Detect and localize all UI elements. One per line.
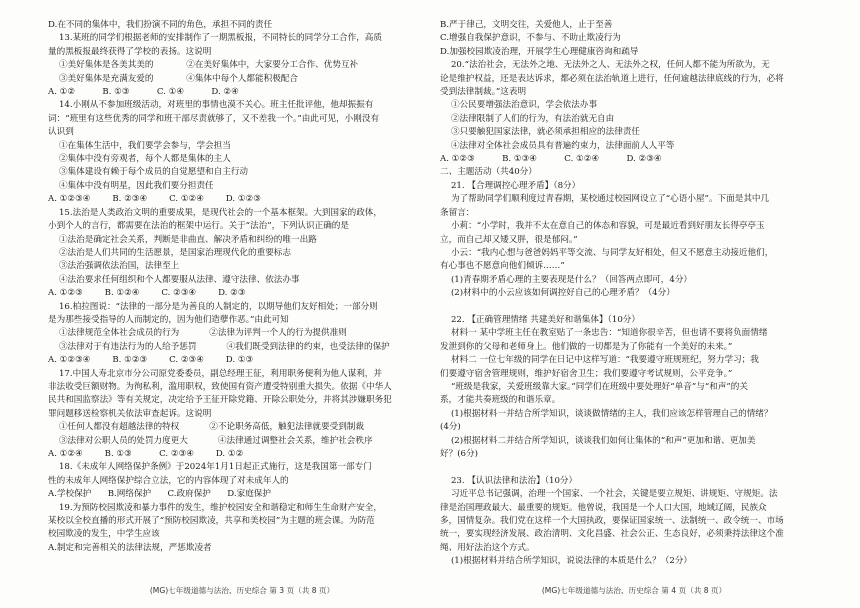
- text-line: 为了帮助同学们顺利度过青春期，某校通过校园网设立了“心语小屋”。下面是其中几: [440, 194, 770, 205]
- text-line: [440, 461, 828, 474]
- text-line: 系，才能共奏班级的和谐乐章。: [440, 395, 561, 406]
- text-line: ①公民要增强法治意识，学会依法办事: [440, 100, 598, 111]
- text-line: 罪问题移送检察机关依法审查起诉。这说明: [48, 408, 212, 419]
- text-line: 民共和国监察法》等有关规定，决定给予王征开除党籍、开除公职处分，并将其涉嫌职务犯: [48, 395, 392, 406]
- text-line: 们要遵守宿舍管理规则，维护好宿舍卫生；我们要遵守考试规则，公平竞争。”: [440, 368, 733, 379]
- column-divider: [430, 12, 431, 592]
- text-line: 是为那些接受指导的人而制定的，因为他们造孽作恶。”由此可知: [48, 314, 289, 325]
- text-line: 受到法律制裁。”这表明: [440, 87, 527, 98]
- text-line: ①法治是确定社会关系，判断是非曲直、解决矛盾和纠纷的唯一出路: [48, 234, 317, 245]
- text-line: ②法律限制了人们的行为，有法治就无自由: [440, 113, 615, 124]
- text-line: 好？(6分): [440, 449, 478, 459]
- text-line: ②集体中没有旁观者，每个人都是集体的主人: [48, 154, 231, 165]
- text-line: (2)材料中的小云应该如何调控好自己的心理矛盾？（4分）: [440, 288, 675, 299]
- text-line: A. ①② B. ①③ C. ①④ D. ②④: [48, 87, 239, 98]
- text-line: 小到个人的言行，都需要在法治的框架中运行。关于“法治”，下列认识正确的是: [48, 221, 349, 232]
- text-line: ④法治要求任何组织和个人都要服从法律、遵守法律、依法办事: [48, 274, 300, 285]
- text-line: 小云：“我内心想与爸爸妈妈平等交流、与同学友好相处，但又不愿意主动接近他们，: [440, 247, 774, 258]
- text-line: ③只要触犯国家法律，就必须承担相应的法律责任: [440, 127, 641, 138]
- text-line: [440, 301, 828, 314]
- text-line: (1)青春期矛盾心理的主要表现是什么？（回答两点即可，4分）: [440, 274, 693, 285]
- text-line: 材料二 一位七年级的同学在日记中这样写道：“我要遵守班规班纪，努力学习；我: [440, 355, 759, 366]
- text-line: “班级是我家，关爱班级靠大家。”同学们在班级中要处理好“单音”与“和声”的关: [440, 381, 748, 392]
- text-line: 立，而自己却又矮又胖，很是郁闷。”: [440, 234, 578, 245]
- text-line: 23. 【认识法律和法治】（10分）: [440, 475, 578, 486]
- text-line: 19.为预防校园欺凌和暴力事件的发生，维护校园安全和谐稳定和师生生命财产安全，: [48, 502, 382, 513]
- text-line: B.严于律己，文明交往，关爱他人，止于至善: [440, 20, 613, 30]
- text-line: (1)根据材料一并结合所学知识，谈谈做情绪的主人，我们应该怎样管理自己的情绪？: [440, 408, 773, 419]
- text-line: 绳、用好法治这个方式。: [440, 542, 535, 553]
- text-line: 16.柏拉图说：“法律的一部分是为善良的人制定的，以期导他们友好相处；一部分则: [48, 301, 378, 312]
- text-line: D.在不同的集体中，我们扮演不同的角色，承担不同的责任: [48, 20, 273, 30]
- text-line: ②法治是人们共同的生活愿景，是国家治理现代化的重要标志: [48, 247, 291, 258]
- text-line: 材料一 某中学班主任在教室贴了一条忠告：“知道你很辛苦，但也请不要将负面情绪: [440, 328, 768, 339]
- text-line: 13.某班的同学们根据老师的安排制作了一期黑板报，不同特长的同学分工合作，高质: [48, 33, 382, 44]
- text-line: A. ①②③④ B. ②③④ C. ①②④ D. ①②③: [48, 194, 261, 205]
- text-line: 22. 【正确管理情绪 共建美好和谐集体】（10分）: [440, 314, 640, 325]
- text-line: 习近平总书记强调，治理一个国家、一个社会，关键是要立规矩、讲规矩、守规矩。法: [440, 489, 778, 500]
- text-line: A.学校保护 B.网络保护 C.政府保护 D.家庭保护: [48, 489, 271, 500]
- page-footer-right: (MG)七年级道德与法治、历史综合 第 4 页（共 8 页）: [541, 586, 727, 595]
- text-line: 量的黑板报最终获得了学校的表扬。这说明: [48, 46, 212, 57]
- text-line: (2)根据材料二并结合所学知识，谈谈我们如何让集体的“和声”更加和谐、更加美: [440, 435, 756, 446]
- text-line: 17.中国人寿北京市分公司原党委委员，副总经理王征，利用职务便利为他人谋利，并: [48, 368, 382, 379]
- text-line: 性的未成年人网络保护综合立法，它的内容体现了对未成年人的: [48, 475, 289, 486]
- text-line: ③法律对于有违法行为的人给予惩罚 ④我们既受到法律的约束，也受法律的保护: [48, 341, 390, 352]
- text-line: 21. 【合理调控心理矛盾】（8分）: [440, 180, 581, 191]
- text-line: C.增强自我保护意识，不参与、不助止欺凌行为: [440, 33, 621, 44]
- text-line: A. ①②④ B. ①③ C. ②③④ D. ①②: [48, 449, 244, 459]
- text-line: ①美好集体是各美其美的 ②在美好集体中，大家要分工合作、优势互补: [48, 60, 359, 71]
- text-line: D.加强校园欺凌治理，开展学生心理健康咨询和疏导: [440, 46, 639, 57]
- text-line: 某校以全校直播的形式开展了“预防校园欺凌，共享和美校园”为主题的班会课。为防范: [48, 516, 375, 527]
- text-line: ③法律对公职人员的处罚力度更大 ④法律通过调整社会关系，维护社会秩序: [48, 435, 373, 446]
- text-line: A.制定和完善相关的法律法规，严惩欺凌者: [48, 542, 212, 553]
- text-line: 论是维护权益，还是表达诉求，都必须在法治轨道上进行，任何逾越法律底线的行为，必将: [440, 73, 784, 84]
- left-column: [48, 19, 436, 555]
- text-line: 认识到: [48, 127, 74, 138]
- page-footer-left: (MG)七年级道德与法治、历史综合 第 3 页（共 8 页）: [149, 586, 335, 595]
- text-line: 14.小刚从不参加班级活动，对班里的事情也漠不关心。班主任批评他，他却振振有: [48, 100, 374, 111]
- right-column: [440, 19, 828, 569]
- text-line: 非法收受巨额财物。为徇私利，滥用职权，致使国有资产遭受特别重大损失。依据《中华人: [48, 381, 392, 392]
- text-line: 多，国情复杂。我们党在这样一个大国执政，要保证国家统一、法制统一、政令统一、市场: [440, 516, 784, 527]
- text-line: 统一，要实现经济发展、政治清明、文化昌盛、社会公正、生态良好，必须秉持法律这个准: [440, 529, 784, 540]
- text-line: ④集体中没有明星，因此我们要分担责任: [48, 180, 214, 191]
- text-line: ①在集体生活中，我们要学会参与，学会担当: [48, 140, 231, 151]
- text-line: 二、主题活动（共40分）: [440, 167, 537, 178]
- text-line: A. ①②③④ B. ①②③ C. ②③④ D. ①③: [48, 355, 254, 366]
- text-line: ①法律规范全体社会成员的行为 ②法律为评判一个人的行为提供准则: [48, 328, 347, 339]
- text-line: A. ①②③ B. ①③④ C. ①②④ D. ②③④: [440, 154, 662, 165]
- text-line: ①任何人都没有超越法律的特权 ②不论职务高低，触犯法律就要受到制裁: [48, 422, 364, 433]
- text-line: 发泄到你的父母和老师身上。他们做的一切都是为了你能有一个美好的未来。”: [440, 341, 733, 352]
- text-line: ③美好集体是充满友爱的 ④集体中每个人都能积极配合: [48, 73, 298, 84]
- text-line: 有心事也不愿意向他们倾诉……”: [440, 261, 565, 272]
- text-line: 15.法治是人类政治文明的重要成果，是现代社会的一个基本框架。大到国家的政体，: [48, 207, 382, 218]
- text-line: 条留言：: [440, 207, 475, 218]
- text-line: ③法治强调依法治国，法律至上: [48, 261, 180, 272]
- text-line: 词：“班里有这些优秀的同学和班干部尽责就够了，又不差我一个。”由此可见，小刚没有: [48, 113, 380, 124]
- text-line: A. ①②③ B. ①②④ C. ②③④ D. ②③: [48, 288, 246, 299]
- text-line: (1)根据材料并结合所学知识，说说法律的本质是什么？（2分）: [440, 556, 693, 567]
- text-line: ③集体建设有赖于每个成员的自觉愿望和自主行动: [48, 167, 249, 178]
- text-line: ④法律对全体社会成员具有普遍约束力，法律面前人人平等: [440, 140, 675, 151]
- text-line: 律是治国理政最大、最重要的规矩。他曾说，我国是一个人口大国，地域辽阔，民族众: [440, 502, 767, 513]
- text-line: 20.“法治社会，无法外之地、无法外之人、无法外之权，任何人都不能为所欲为，无: [440, 60, 770, 71]
- text-line: (4分): [440, 422, 461, 433]
- text-line: 校园欺凌的发生，中学生应该: [48, 529, 160, 540]
- text-line: 小莉：“小学时，我并不太在意自己的体态和容貌，可是最近看到好朋友长得亭亭玉: [440, 221, 765, 232]
- text-line: 18.《未成年人网络保护条例》于2024年1月1日起正式施行，这是我国第一部专门: [48, 462, 372, 473]
